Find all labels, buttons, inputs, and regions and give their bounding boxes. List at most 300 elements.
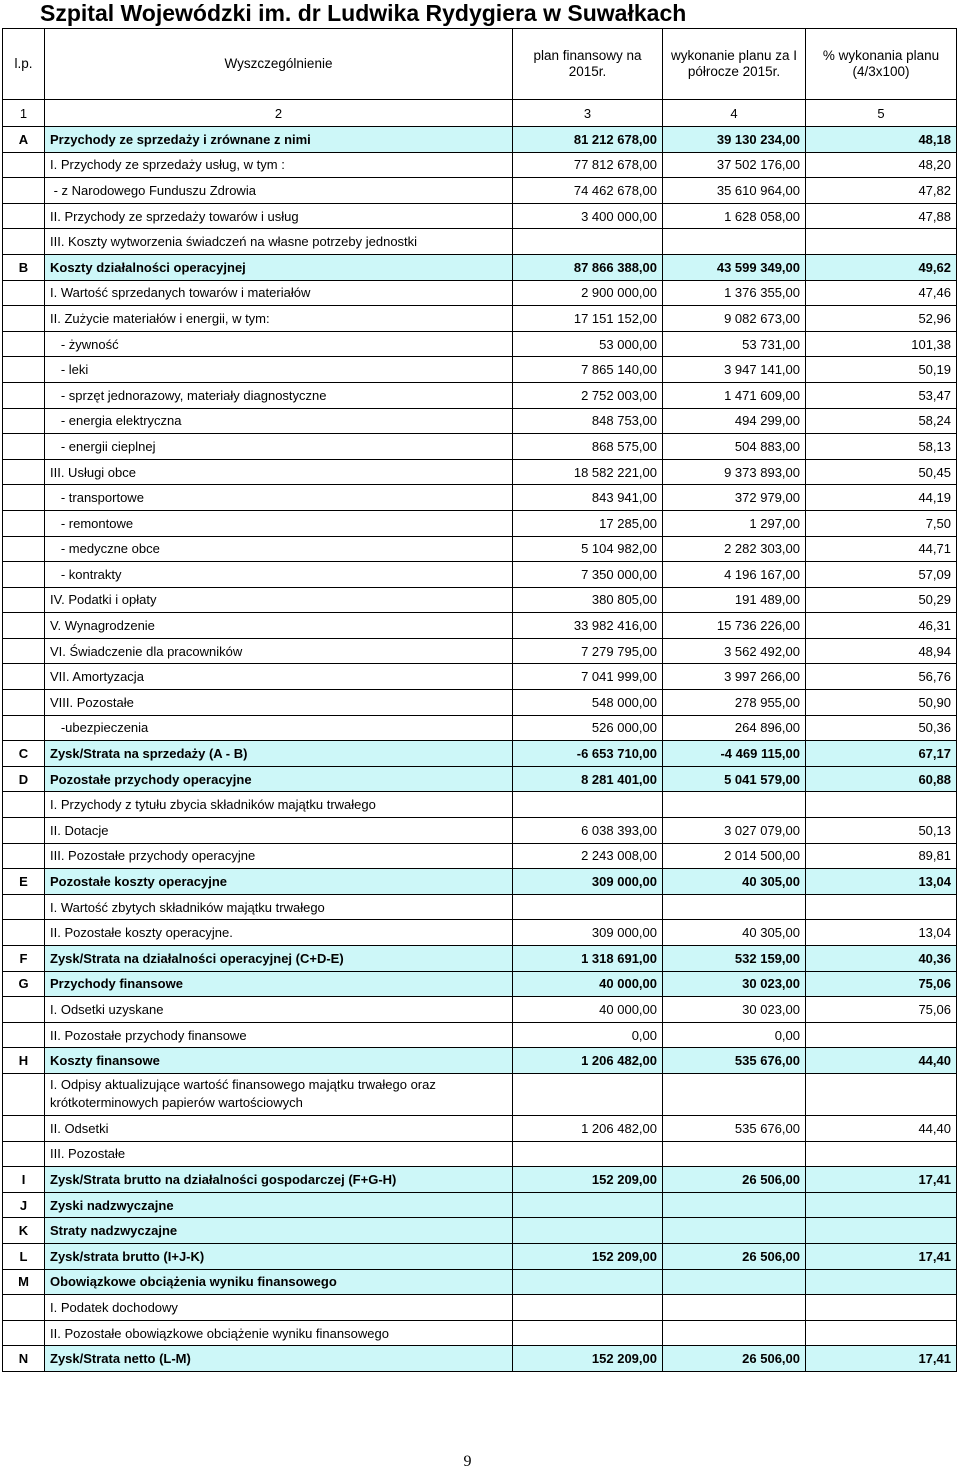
row-description: Przychody ze sprzedaży i zrównane z nimi bbox=[45, 127, 513, 153]
table-row bbox=[3, 920, 957, 946]
row-description: III. Usługi obce bbox=[45, 459, 513, 485]
row-description: - sprzęt jednorazowy, materiały diagnostyczne bbox=[45, 382, 513, 408]
row-execution-value: 40 305,00 bbox=[663, 869, 806, 895]
row-execution-value: 0,00 bbox=[663, 1022, 806, 1048]
row-description: Pozostałe przychody operacyjne bbox=[45, 766, 513, 792]
row-lp bbox=[3, 203, 45, 229]
row-description: VII. Amortyzacja bbox=[45, 664, 513, 690]
row-plan-value: 2 243 008,00 bbox=[513, 843, 663, 869]
table-row bbox=[3, 485, 957, 511]
row-execution-value: 372 979,00 bbox=[663, 485, 806, 511]
row-plan-value: 1 206 482,00 bbox=[513, 1048, 663, 1074]
row-percent-value bbox=[806, 792, 957, 818]
row-execution-value: 504 883,00 bbox=[663, 434, 806, 460]
column-number: 2 bbox=[45, 100, 513, 127]
row-percent-value: 50,13 bbox=[806, 818, 957, 844]
row-lp bbox=[3, 638, 45, 664]
row-percent-value bbox=[806, 1269, 957, 1295]
row-description: II. Przychody ze sprzedaży towarów i usług bbox=[45, 203, 513, 229]
row-plan-value: 17 285,00 bbox=[513, 510, 663, 536]
row-plan-value bbox=[513, 1320, 663, 1346]
table-row bbox=[3, 587, 957, 613]
row-description: Przychody finansowe bbox=[45, 971, 513, 997]
row-plan-value: 6 038 393,00 bbox=[513, 818, 663, 844]
row-plan-value: 8 281 401,00 bbox=[513, 766, 663, 792]
header-row bbox=[3, 29, 957, 100]
row-execution-value: 535 676,00 bbox=[663, 1048, 806, 1074]
row-percent-value: 48,94 bbox=[806, 638, 957, 664]
table-row bbox=[3, 408, 957, 434]
row-percent-value: 40,36 bbox=[806, 946, 957, 972]
row-plan-value: 309 000,00 bbox=[513, 869, 663, 895]
row-execution-value: 9 373 893,00 bbox=[663, 459, 806, 485]
row-plan-value: 548 000,00 bbox=[513, 690, 663, 716]
row-plan-value: 17 151 152,00 bbox=[513, 306, 663, 332]
table-row bbox=[3, 1073, 957, 1115]
row-plan-value: 848 753,00 bbox=[513, 408, 663, 434]
row-plan-value: 868 575,00 bbox=[513, 434, 663, 460]
row-description: Zysk/strata brutto (I+J-K) bbox=[45, 1243, 513, 1269]
row-percent-value: 67,17 bbox=[806, 741, 957, 767]
row-lp bbox=[3, 459, 45, 485]
row-percent-value: 50,36 bbox=[806, 715, 957, 741]
table-row bbox=[3, 690, 957, 716]
table-row bbox=[3, 843, 957, 869]
row-execution-value: -4 469 115,00 bbox=[663, 741, 806, 767]
row-lp bbox=[3, 715, 45, 741]
row-plan-value: 152 209,00 bbox=[513, 1167, 663, 1193]
row-execution-value bbox=[663, 1192, 806, 1218]
row-execution-value bbox=[663, 1141, 806, 1167]
row-description: - z Narodowego Funduszu Zdrowia bbox=[45, 178, 513, 204]
row-execution-value bbox=[663, 1295, 806, 1321]
table-row bbox=[3, 1048, 957, 1074]
row-description: II. Odsetki bbox=[45, 1115, 513, 1141]
row-lp bbox=[3, 818, 45, 844]
row-percent-value: 50,45 bbox=[806, 459, 957, 485]
header-lp: l.p. bbox=[3, 29, 45, 100]
table-row bbox=[3, 229, 957, 255]
row-description: Pozostałe koszty operacyjne bbox=[45, 869, 513, 895]
row-execution-value: 2 282 303,00 bbox=[663, 536, 806, 562]
financial-table bbox=[2, 28, 957, 1372]
row-plan-value bbox=[513, 1192, 663, 1218]
row-execution-value: 43 599 349,00 bbox=[663, 254, 806, 280]
table-row bbox=[3, 792, 957, 818]
row-execution-value: 1 628 058,00 bbox=[663, 203, 806, 229]
row-execution-value: 191 489,00 bbox=[663, 587, 806, 613]
row-percent-value: 47,88 bbox=[806, 203, 957, 229]
row-lp bbox=[3, 1022, 45, 1048]
row-percent-value: 17,41 bbox=[806, 1167, 957, 1193]
row-plan-value: 53 000,00 bbox=[513, 331, 663, 357]
header-execution: wykonanie planu za I półrocze 2015r. bbox=[663, 29, 806, 100]
row-execution-value: 15 736 226,00 bbox=[663, 613, 806, 639]
row-lp bbox=[3, 357, 45, 383]
row-execution-value bbox=[663, 1320, 806, 1346]
row-percent-value bbox=[806, 1073, 957, 1115]
row-percent-value bbox=[806, 894, 957, 920]
row-plan-value: 0,00 bbox=[513, 1022, 663, 1048]
row-plan-value: 7 041 999,00 bbox=[513, 664, 663, 690]
row-percent-value bbox=[806, 1320, 957, 1346]
table-row bbox=[3, 664, 957, 690]
row-lp bbox=[3, 536, 45, 562]
column-number: 4 bbox=[663, 100, 806, 127]
row-description: II. Pozostałe obowiązkowe obciążenie wyniku finansowego bbox=[45, 1320, 513, 1346]
table-row bbox=[3, 562, 957, 588]
table-row bbox=[3, 1295, 957, 1321]
row-lp: C bbox=[3, 741, 45, 767]
column-number: 3 bbox=[513, 100, 663, 127]
row-execution-value: 3 947 141,00 bbox=[663, 357, 806, 383]
row-lp bbox=[3, 1295, 45, 1321]
row-description: II. Zużycie materiałów i energii, w tym: bbox=[45, 306, 513, 332]
row-percent-value: 49,62 bbox=[806, 254, 957, 280]
row-description: I. Odsetki uzyskane bbox=[45, 997, 513, 1023]
row-percent-value: 50,90 bbox=[806, 690, 957, 716]
row-execution-value: 9 082 673,00 bbox=[663, 306, 806, 332]
page-number: 9 bbox=[463, 1453, 472, 1470]
row-percent-value: 56,76 bbox=[806, 664, 957, 690]
row-plan-value: 152 209,00 bbox=[513, 1243, 663, 1269]
row-description: VIII. Pozostałe bbox=[45, 690, 513, 716]
row-execution-value: 3 027 079,00 bbox=[663, 818, 806, 844]
table-row bbox=[3, 1269, 957, 1295]
row-lp bbox=[3, 178, 45, 204]
table-row bbox=[3, 152, 957, 178]
row-execution-value: 2 014 500,00 bbox=[663, 843, 806, 869]
row-execution-value: 3 997 266,00 bbox=[663, 664, 806, 690]
row-description: - energii cieplnej bbox=[45, 434, 513, 460]
row-execution-value bbox=[663, 1269, 806, 1295]
row-lp bbox=[3, 843, 45, 869]
row-percent-value: 48,18 bbox=[806, 127, 957, 153]
row-description: Koszty działalności operacyjnej bbox=[45, 254, 513, 280]
row-description: Zysk/Strata na działalności operacyjnej (C+D-E) bbox=[45, 946, 513, 972]
row-description: - leki bbox=[45, 357, 513, 383]
row-percent-value: 47,82 bbox=[806, 178, 957, 204]
row-plan-value: 87 866 388,00 bbox=[513, 254, 663, 280]
row-execution-value: 4 196 167,00 bbox=[663, 562, 806, 588]
row-plan-value: 309 000,00 bbox=[513, 920, 663, 946]
row-description: I. Przychody z tytułu zbycia składników majątku trwałego bbox=[45, 792, 513, 818]
row-description: Zysk/Strata netto (L-M) bbox=[45, 1346, 513, 1372]
row-plan-value: 1 318 691,00 bbox=[513, 946, 663, 972]
row-plan-value: 74 462 678,00 bbox=[513, 178, 663, 204]
row-percent-value: 50,29 bbox=[806, 587, 957, 613]
row-lp bbox=[3, 1141, 45, 1167]
row-percent-value bbox=[806, 1295, 957, 1321]
row-lp bbox=[3, 1115, 45, 1141]
row-lp: N bbox=[3, 1346, 45, 1372]
row-plan-value: 77 812 678,00 bbox=[513, 152, 663, 178]
table-row bbox=[3, 280, 957, 306]
row-percent-value: 44,19 bbox=[806, 485, 957, 511]
row-plan-value: 152 209,00 bbox=[513, 1346, 663, 1372]
document-title: Szpital Wojewódzki im. dr Ludwika Rydygiera w Suwałkach bbox=[40, 0, 687, 26]
row-percent-value bbox=[806, 1218, 957, 1244]
row-execution-value: 1 376 355,00 bbox=[663, 280, 806, 306]
row-plan-value: 843 941,00 bbox=[513, 485, 663, 511]
table-row bbox=[3, 638, 957, 664]
row-lp bbox=[3, 331, 45, 357]
row-execution-value bbox=[663, 1218, 806, 1244]
row-description: I. Wartość zbytych składników majątku trwałego bbox=[45, 894, 513, 920]
row-execution-value: 35 610 964,00 bbox=[663, 178, 806, 204]
row-lp: G bbox=[3, 971, 45, 997]
table-row bbox=[3, 869, 957, 895]
row-execution-value: 1 471 609,00 bbox=[663, 382, 806, 408]
header-percent: % wykonania planu (4/3x100) bbox=[806, 29, 957, 100]
row-execution-value bbox=[663, 1073, 806, 1115]
row-execution-value: 1 297,00 bbox=[663, 510, 806, 536]
table-row bbox=[3, 1243, 957, 1269]
row-execution-value bbox=[663, 894, 806, 920]
row-plan-value: 18 582 221,00 bbox=[513, 459, 663, 485]
row-lp bbox=[3, 152, 45, 178]
row-lp: L bbox=[3, 1243, 45, 1269]
table-row bbox=[3, 613, 957, 639]
row-execution-value: 37 502 176,00 bbox=[663, 152, 806, 178]
header-description: Wyszczególnienie bbox=[45, 29, 513, 100]
table-row bbox=[3, 536, 957, 562]
table-row bbox=[3, 203, 957, 229]
row-percent-value: 50,19 bbox=[806, 357, 957, 383]
row-execution-value: 278 955,00 bbox=[663, 690, 806, 716]
row-percent-value: 75,06 bbox=[806, 971, 957, 997]
row-lp: H bbox=[3, 1048, 45, 1074]
row-description: III. Koszty wytworzenia świadczeń na własne potrzeby jednostki bbox=[45, 229, 513, 255]
row-lp bbox=[3, 229, 45, 255]
table-row bbox=[3, 382, 957, 408]
row-plan-value: 380 805,00 bbox=[513, 587, 663, 613]
table-row bbox=[3, 1115, 957, 1141]
row-execution-value: 26 506,00 bbox=[663, 1346, 806, 1372]
row-percent-value: 44,40 bbox=[806, 1115, 957, 1141]
column-number: 5 bbox=[806, 100, 957, 127]
table-row bbox=[3, 741, 957, 767]
row-lp: J bbox=[3, 1192, 45, 1218]
row-description: I. Podatek dochodowy bbox=[45, 1295, 513, 1321]
row-lp bbox=[3, 485, 45, 511]
row-plan-value bbox=[513, 1073, 663, 1115]
row-lp bbox=[3, 613, 45, 639]
row-plan-value bbox=[513, 229, 663, 255]
row-percent-value: 101,38 bbox=[806, 331, 957, 357]
table-row bbox=[3, 1192, 957, 1218]
row-plan-value bbox=[513, 1269, 663, 1295]
row-lp bbox=[3, 510, 45, 536]
table-row bbox=[3, 127, 957, 153]
row-lp bbox=[3, 1320, 45, 1346]
row-percent-value: 17,41 bbox=[806, 1346, 957, 1372]
row-description: Straty nadzwyczajne bbox=[45, 1218, 513, 1244]
row-execution-value: 30 023,00 bbox=[663, 971, 806, 997]
table-row bbox=[3, 434, 957, 460]
table-row bbox=[3, 1218, 957, 1244]
row-lp: E bbox=[3, 869, 45, 895]
row-plan-value bbox=[513, 1295, 663, 1321]
row-percent-value: 58,24 bbox=[806, 408, 957, 434]
row-plan-value: -6 653 710,00 bbox=[513, 741, 663, 767]
row-percent-value: 48,20 bbox=[806, 152, 957, 178]
row-execution-value: 535 676,00 bbox=[663, 1115, 806, 1141]
row-description: I. Przychody ze sprzedaży usług, w tym : bbox=[45, 152, 513, 178]
row-plan-value bbox=[513, 792, 663, 818]
row-execution-value: 532 159,00 bbox=[663, 946, 806, 972]
table-row bbox=[3, 715, 957, 741]
row-lp bbox=[3, 792, 45, 818]
table-row bbox=[3, 459, 957, 485]
row-execution-value: 53 731,00 bbox=[663, 331, 806, 357]
row-lp bbox=[3, 997, 45, 1023]
row-percent-value: 7,50 bbox=[806, 510, 957, 536]
row-percent-value: 13,04 bbox=[806, 869, 957, 895]
table-row bbox=[3, 357, 957, 383]
row-description: I. Wartość sprzedanych towarów i materiałów bbox=[45, 280, 513, 306]
row-description: II. Pozostałe koszty operacyjne. bbox=[45, 920, 513, 946]
row-percent-value: 13,04 bbox=[806, 920, 957, 946]
row-lp bbox=[3, 920, 45, 946]
row-percent-value bbox=[806, 1141, 957, 1167]
row-description: Zysk/Strata brutto na działalności gospodarczej (F+G-H) bbox=[45, 1167, 513, 1193]
row-description: - żywność bbox=[45, 331, 513, 357]
table-row bbox=[3, 306, 957, 332]
table-row bbox=[3, 254, 957, 280]
row-plan-value bbox=[513, 894, 663, 920]
row-lp bbox=[3, 434, 45, 460]
row-percent-value: 75,06 bbox=[806, 997, 957, 1023]
row-plan-value: 7 350 000,00 bbox=[513, 562, 663, 588]
table-row bbox=[3, 946, 957, 972]
row-lp: A bbox=[3, 127, 45, 153]
row-description: Zysk/Strata na sprzedaży (A - B) bbox=[45, 741, 513, 767]
column-number: 1 bbox=[3, 100, 45, 127]
row-execution-value: 39 130 234,00 bbox=[663, 127, 806, 153]
row-description: IV. Podatki i opłaty bbox=[45, 587, 513, 613]
row-plan-value: 2 752 003,00 bbox=[513, 382, 663, 408]
row-percent-value: 47,46 bbox=[806, 280, 957, 306]
row-plan-value: 33 982 416,00 bbox=[513, 613, 663, 639]
table-row bbox=[3, 510, 957, 536]
table-row bbox=[3, 766, 957, 792]
row-description: - remontowe bbox=[45, 510, 513, 536]
row-lp bbox=[3, 382, 45, 408]
row-description: III. Pozostałe bbox=[45, 1141, 513, 1167]
row-plan-value: 3 400 000,00 bbox=[513, 203, 663, 229]
row-execution-value: 26 506,00 bbox=[663, 1167, 806, 1193]
row-lp: I bbox=[3, 1167, 45, 1193]
row-execution-value: 26 506,00 bbox=[663, 1243, 806, 1269]
row-description: V. Wynagrodzenie bbox=[45, 613, 513, 639]
row-percent-value: 52,96 bbox=[806, 306, 957, 332]
row-percent-value: 89,81 bbox=[806, 843, 957, 869]
row-plan-value: 1 206 482,00 bbox=[513, 1115, 663, 1141]
row-plan-value: 40 000,00 bbox=[513, 971, 663, 997]
row-description: I. Odpisy aktualizujące wartość finansowego majątku trwałego oraz krótkoterminowych papierów wartościowych bbox=[45, 1073, 513, 1115]
row-lp bbox=[3, 664, 45, 690]
row-percent-value: 60,88 bbox=[806, 766, 957, 792]
row-percent-value bbox=[806, 1192, 957, 1218]
table-row bbox=[3, 894, 957, 920]
row-description: II. Dotacje bbox=[45, 818, 513, 844]
row-lp: M bbox=[3, 1269, 45, 1295]
row-description: Obowiązkowe obciążenia wyniku finansowego bbox=[45, 1269, 513, 1295]
row-plan-value: 526 000,00 bbox=[513, 715, 663, 741]
row-execution-value: 264 896,00 bbox=[663, 715, 806, 741]
row-lp: D bbox=[3, 766, 45, 792]
row-execution-value bbox=[663, 229, 806, 255]
table-row bbox=[3, 1346, 957, 1372]
row-percent-value: 44,71 bbox=[806, 536, 957, 562]
table-row bbox=[3, 1167, 957, 1193]
row-description: II. Pozostałe przychody finansowe bbox=[45, 1022, 513, 1048]
row-execution-value: 5 041 579,00 bbox=[663, 766, 806, 792]
row-percent-value: 57,09 bbox=[806, 562, 957, 588]
row-lp bbox=[3, 894, 45, 920]
row-percent-value bbox=[806, 1022, 957, 1048]
row-lp: B bbox=[3, 254, 45, 280]
row-lp bbox=[3, 587, 45, 613]
row-description: -ubezpieczenia bbox=[45, 715, 513, 741]
row-description: VI. Świadczenie dla pracowników bbox=[45, 638, 513, 664]
table-row bbox=[3, 178, 957, 204]
table-row bbox=[3, 1141, 957, 1167]
row-execution-value: 494 299,00 bbox=[663, 408, 806, 434]
row-lp bbox=[3, 690, 45, 716]
row-description: - medyczne obce bbox=[45, 536, 513, 562]
row-execution-value: 30 023,00 bbox=[663, 997, 806, 1023]
row-execution-value: 3 562 492,00 bbox=[663, 638, 806, 664]
table-row bbox=[3, 1022, 957, 1048]
row-lp bbox=[3, 1073, 45, 1115]
row-percent-value bbox=[806, 229, 957, 255]
row-description: Koszty finansowe bbox=[45, 1048, 513, 1074]
row-plan-value: 2 900 000,00 bbox=[513, 280, 663, 306]
row-description: Zyski nadzwyczajne bbox=[45, 1192, 513, 1218]
row-percent-value: 53,47 bbox=[806, 382, 957, 408]
table-row bbox=[3, 971, 957, 997]
table-row bbox=[3, 997, 957, 1023]
row-plan-value bbox=[513, 1218, 663, 1244]
row-description: - energia elektryczna bbox=[45, 408, 513, 434]
row-lp bbox=[3, 562, 45, 588]
row-lp bbox=[3, 306, 45, 332]
row-percent-value: 44,40 bbox=[806, 1048, 957, 1074]
row-plan-value: 40 000,00 bbox=[513, 997, 663, 1023]
row-lp: F bbox=[3, 946, 45, 972]
row-percent-value: 17,41 bbox=[806, 1243, 957, 1269]
row-percent-value: 58,13 bbox=[806, 434, 957, 460]
row-plan-value: 7 865 140,00 bbox=[513, 357, 663, 383]
row-plan-value: 81 212 678,00 bbox=[513, 127, 663, 153]
header-plan: plan finansowy na 2015r. bbox=[513, 29, 663, 100]
row-plan-value: 7 279 795,00 bbox=[513, 638, 663, 664]
row-description: III. Pozostałe przychody operacyjne bbox=[45, 843, 513, 869]
column-number-row bbox=[3, 100, 957, 127]
row-lp: K bbox=[3, 1218, 45, 1244]
row-description: - kontrakty bbox=[45, 562, 513, 588]
row-lp bbox=[3, 408, 45, 434]
row-execution-value bbox=[663, 792, 806, 818]
row-plan-value: 5 104 982,00 bbox=[513, 536, 663, 562]
row-execution-value: 40 305,00 bbox=[663, 920, 806, 946]
table-row bbox=[3, 818, 957, 844]
table-row bbox=[3, 331, 957, 357]
row-plan-value bbox=[513, 1141, 663, 1167]
row-description: - transportowe bbox=[45, 485, 513, 511]
